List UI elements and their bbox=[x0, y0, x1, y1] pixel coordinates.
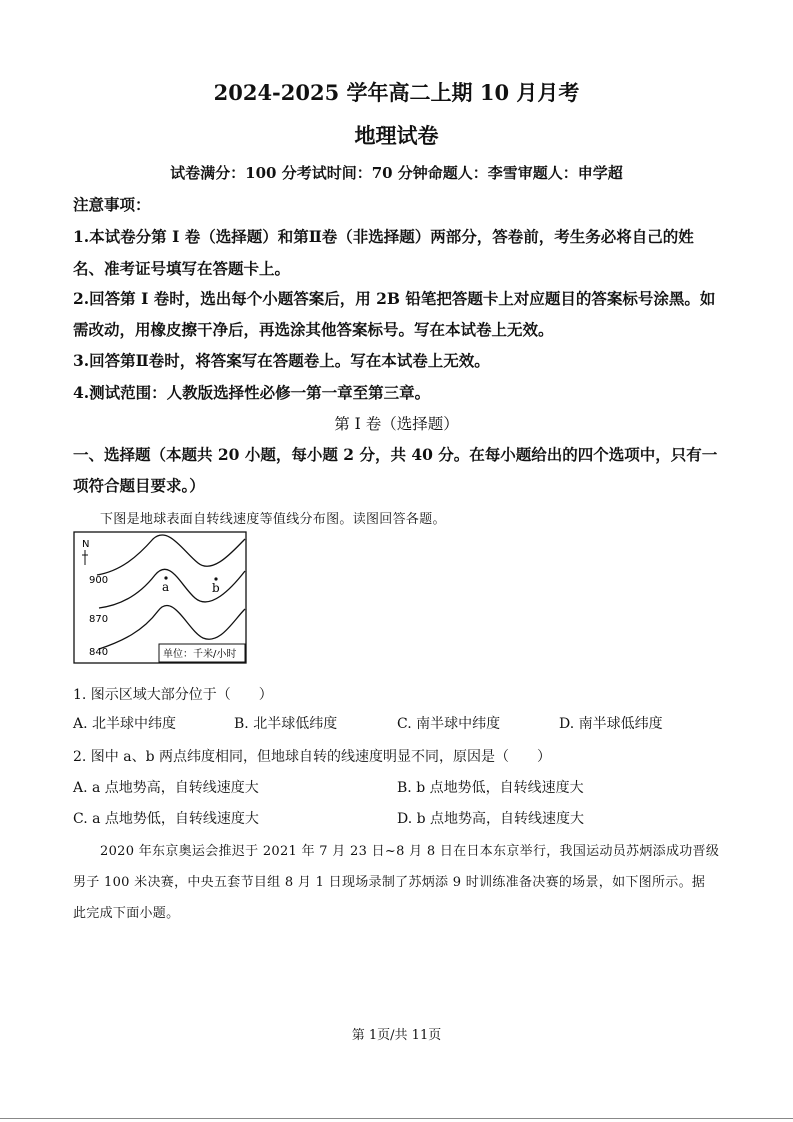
question-1-stem: 1. 图示区域大部分位于（ ） bbox=[73, 687, 273, 703]
unit-label: 单位：千米/小时 bbox=[163, 649, 237, 660]
question-2-option-b[interactable]: B. b 点地势低，自转线速度大 bbox=[397, 780, 584, 796]
passage-line-1: 2020 年东京奥运会推迟于 2021 年 7 月 23 日~8 月 8 日在日本东京举行，我国运动员苏炳添成功晋级 bbox=[100, 844, 720, 859]
isoline-label-870: 870 bbox=[89, 614, 109, 625]
isoline-label-900: 900 bbox=[89, 575, 109, 586]
question-2-option-a[interactable]: A. a 点地势高，自转线速度大 bbox=[73, 780, 259, 796]
notice-line-4: 需改动，用橡皮擦干净后，再选涂其他答案标号。写在本试卷上无效。 bbox=[73, 320, 554, 339]
isoline-map bbox=[73, 531, 247, 664]
notice-line-6: 4.测试范围：人教版选择性必修一第一章至第三章。 bbox=[73, 383, 431, 402]
notice-line-2: 名、准考证号填写在答题卡上。 bbox=[73, 259, 291, 278]
section-instruction-1: 一、选择题（本题共 20 小题，每小题 2 分，共 40 分。在每小题给出的四个选项中，只有一 bbox=[73, 445, 718, 464]
question-2-stem: 2. 图中 a、b 两点纬度相同，但地球自转的线速度明显不同，原因是（ ） bbox=[73, 749, 552, 765]
question-1-option-b[interactable]: B. 北半球低纬度 bbox=[234, 716, 338, 732]
isoline-label-840: 840 bbox=[89, 647, 109, 658]
point-a-label: a bbox=[162, 580, 170, 594]
section-title: 第 I 卷（选择题） bbox=[334, 415, 459, 433]
question-1-option-d[interactable]: D. 南半球低纬度 bbox=[559, 716, 663, 732]
bottom-divider bbox=[0, 1118, 793, 1119]
subject-title: 地理试卷 bbox=[354, 123, 439, 148]
section-instruction-2: 项符合题目要求。） bbox=[73, 476, 205, 495]
question-2-option-d[interactable]: D. b 点地势高，自转线速度大 bbox=[397, 811, 585, 827]
map-frame bbox=[74, 532, 246, 663]
notice-line-3: 2.回答第 I 卷时，选出每个小题答案后，用 2B 铅笔把答题卡上对应题目的答案标号涂黑。如 bbox=[73, 289, 716, 308]
exam-title: 2024-2025 学年高二上期 10 月月考 bbox=[213, 80, 580, 105]
exam-meta: 试卷满分：100 分考试时间：70 分钟命题人：李雪审题人：申学超 bbox=[170, 164, 623, 182]
question-1-option-c[interactable]: C. 南半球中纬度 bbox=[397, 716, 501, 732]
passage-line-3: 此完成下面小题。 bbox=[73, 906, 180, 921]
figure-intro: 下图是地球表面自转线速度等值线分布图。读图回答各题。 bbox=[100, 512, 446, 527]
notice-line-1: 1.本试卷分第 I 卷（选择题）和第Ⅱ卷（非选择题）两部分，答卷前，考生务必将自己的姓 bbox=[73, 227, 694, 246]
question-2-option-c[interactable]: C. a 点地势低，自转线速度大 bbox=[73, 811, 259, 827]
page-number: 第 1页/共 11页 bbox=[351, 1028, 442, 1043]
question-1-option-a[interactable]: A. 北半球中纬度 bbox=[73, 716, 177, 732]
passage-line-2: 男子 100 米决赛，中央五套节目组 8 月 1 日现场录制了苏炳添 9 时训练准备决赛的场景，如下图所示。据 bbox=[73, 875, 706, 890]
point-b-label: b bbox=[212, 581, 220, 595]
north-label: N bbox=[82, 539, 90, 550]
notice-line-5: 3.回答第Ⅱ卷时，将答案写在答题卷上。写在本试卷上无效。 bbox=[73, 351, 490, 370]
notice-heading: 注意事项： bbox=[73, 195, 151, 214]
